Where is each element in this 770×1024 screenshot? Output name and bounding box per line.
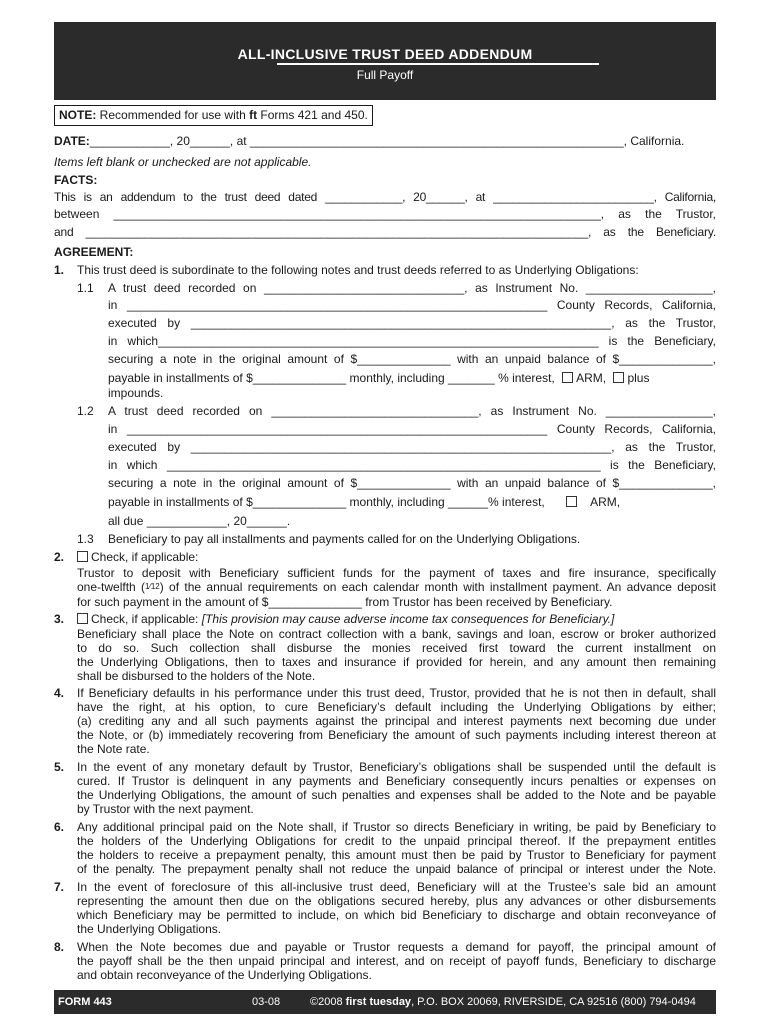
item-2-line-2: [77, 580, 716, 594]
item-3-number: 3.: [54, 612, 65, 626]
item-3-check-line[interactable]: [77, 612, 614, 626]
item-3-line-3: the Underlying Obligations, then to taxes and insurance if provided for herein, and any amount then remaining: [77, 655, 716, 669]
item-1-2-line-2[interactable]: in _______________________________________________________________ County Records, California,: [108, 422, 716, 436]
item-6-line-2: the holders of the Underlying Obligations for credit to the unpaid principal thereof. If the prepayment entitles: [77, 834, 716, 848]
item-1-2-line-4[interactable]: in which _________________________________________________________________ is the Beneficiary,: [108, 458, 716, 472]
item-1-1-line-5[interactable]: securing a note in the original amount of $______________ with an unpaid balance of $______________,: [108, 352, 716, 366]
facts-line-3[interactable]: and _____________________________________________________________________________, as the Beneficiary.: [54, 225, 716, 239]
item-1-3-text: Beneficiary to pay all installments and payments called for on the Underlying Obligations.: [108, 532, 581, 546]
plus-checkbox-1-1[interactable]: [613, 372, 624, 383]
item-4-line-3: (a) crediting any and all such payments against the principal and interest payments next becoming due under: [77, 714, 716, 728]
item-3-check-label: Check, if applicable:: [91, 612, 199, 626]
publisher-brand: first tuesday: [345, 996, 412, 1008]
item-1-number: 1.: [54, 263, 65, 277]
item-1-2-line-5[interactable]: securing a note in the original amount of $______________ with an unpaid balance of $______________,: [108, 476, 716, 490]
date-fields[interactable]: ____________, 20______, at ________________________________________________________, California.: [89, 134, 685, 148]
note-label: NOTE:: [59, 108, 97, 122]
item-8-line-1: When the Note becomes due and payable or Trustor requests a demand for payoff, the principal amount of: [77, 940, 716, 954]
item-4-line-2: have the right, at his option, to cure Beneficiary’s default including the Underlying Obligations by either;: [77, 700, 716, 714]
form-footer: [54, 990, 716, 1014]
item-6-number: 6.: [54, 820, 65, 834]
item-1-1-line-3[interactable]: executed by _______________________________________________________________, as the Trustor,: [108, 316, 716, 330]
arm-checkbox-1-2[interactable]: [566, 496, 577, 507]
item-7-line-2: representing the amount then due on the obligations secured hereby, plus any advances or other disbursements: [77, 894, 716, 908]
item-7-line-4: the Underlying Obligations.: [77, 922, 222, 936]
plus-label-1-1: plus: [627, 371, 650, 385]
item-8-line-3: and obtain reconveyance of the Underlying Obligations.: [77, 968, 372, 982]
item-6-line-3: the holders to receive a prepayment penalty, this amount must then be paid by Trustor to Beneficiary for payment: [77, 848, 716, 862]
ft-brand: ft: [249, 108, 258, 122]
item-7-number: 7.: [54, 880, 65, 894]
item-4-line-5: the Note rate.: [77, 742, 150, 756]
facts-heading: FACTS:: [54, 173, 98, 187]
one-twelfth-fraction: 1⁄12: [145, 582, 160, 591]
item-7-line-1: In the event of foreclosure of this all-inclusive trust deed, Beneficiary will at the Trustee’s sale bid an amount: [77, 880, 716, 894]
blank-notice: Items left blank or unchecked are not applicable.: [54, 155, 312, 169]
item-3-line-4: shall be disbursed to the holders of the Note.: [77, 669, 316, 683]
agreement-heading: AGREEMENT:: [54, 245, 134, 259]
copyright-line: [310, 990, 696, 1014]
item-1-1-impounds: impounds.: [108, 386, 164, 400]
item-1-3-number: 1.3: [77, 532, 94, 546]
item-3-line-2: to do so. Such collection shall disburse the monies received first toward the current installment on: [77, 641, 716, 655]
item-3-line-1: Beneficiary shall place the Note on contract collection with a bank, savings and loan, escrow or broker authorized: [77, 627, 716, 641]
item-8-number: 8.: [54, 940, 65, 954]
item-2-line-2b: ) of the annual requirements on each calendar month with installment payment. An advance deposit: [159, 580, 716, 594]
item-4-line-4: the Note, or (b) immediately recovering from Beneficiary the amount of such payments including interest thereon at: [77, 728, 716, 742]
item-6-line-4: of the penalty. The prepayment penalty shall not reduce the unpaid balance of principal or interest under the Note.: [77, 862, 716, 876]
copyright-prefix: ©2008: [310, 996, 346, 1008]
form-subtitle: Full Payoff: [356, 68, 414, 82]
item-1-1-payment-text[interactable]: payable in installments of $______________ monthly, including _______ % interest,: [108, 371, 555, 385]
date-line[interactable]: [54, 134, 716, 148]
item-1-2-due-date[interactable]: all due ____________, 20______.: [108, 514, 291, 528]
item-1-2-line-6[interactable]: [108, 495, 716, 509]
item-8-line-2: the payoff shall be the then unpaid principal and interest, and on receipt of payoff funds, Beneficiary to discharge: [77, 954, 716, 968]
item-5-line-1: In the event of any monetary default by Trustor, Beneficiary’s obligations shall be suspended until the default is: [77, 760, 716, 774]
item-4-line-1: If Beneficiary defaults in his performance under this trust deed, Trustor, provided that he is not then in default, shall: [77, 686, 716, 700]
item-1-2-line-3[interactable]: executed by _______________________________________________________________, as the Trustor,: [108, 440, 716, 454]
arm-checkbox-1-1[interactable]: [562, 372, 573, 383]
item-1-2-line-1[interactable]: A trust deed recorded on _______________________________, as Instrument No. ________________,: [108, 404, 716, 418]
form-header: [54, 22, 716, 100]
item-1-text: This trust deed is subordinate to the following notes and trust deeds referred to as Underlying Obligations:: [77, 263, 639, 277]
tax-warning: [This provision may cause adverse income tax consequences for Beneficiary.]: [201, 612, 615, 626]
item-5-line-3: the Underlying Obligations, the amount of such penalties and expenses shall be added to the Note and be payable: [77, 788, 716, 802]
item-2-line-2a: one-twelfth (: [77, 580, 146, 594]
item-2-checkbox[interactable]: [77, 551, 88, 562]
item-2-line-3[interactable]: for such payment in the amount of $______________ from Trustor has been received by Beneficiary.: [77, 595, 613, 609]
item-1-1-line-2[interactable]: in _______________________________________________________________ County Records, California,: [108, 298, 716, 312]
title-underline: [277, 63, 599, 65]
arm-label-1-1: ARM,: [576, 371, 607, 385]
item-2-number: 2.: [54, 550, 65, 564]
item-2-line-1: Trustor to deposit with Beneficiary sufficient funds for the payment of taxes and fire insurance, specifically: [77, 566, 716, 580]
facts-line-2[interactable]: between _________________________________________________________________________, as the Trustor,: [54, 207, 716, 221]
note-text-a: Recommended for use with: [96, 108, 250, 122]
date-label: DATE:: [54, 134, 90, 148]
arm-label-1-2: ARM,: [590, 495, 621, 509]
facts-line-1[interactable]: This is an addendum to the trust deed dated ____________, 20______, at _________________________, California,: [54, 190, 716, 204]
item-1-1-line-6[interactable]: [108, 371, 716, 385]
item-1-2-payment-text[interactable]: payable in installments of $______________ monthly, including ______% interest,: [108, 495, 545, 509]
item-1-1-number: 1.1: [77, 281, 94, 295]
note-box: [54, 105, 373, 126]
form-number: FORM 443: [58, 996, 112, 1008]
item-5-line-4: by Trustor with the next payment.: [77, 802, 254, 816]
publisher-address: , P.O. BOX 20069, RIVERSIDE, CA 92516 (800) 794-0494: [411, 996, 696, 1008]
item-3-checkbox[interactable]: [77, 613, 88, 624]
item-1-2-number: 1.2: [77, 404, 94, 418]
item-5-number: 5.: [54, 760, 65, 774]
note-text-b: Forms 421 and 450.: [257, 108, 368, 122]
item-1-1-line-1[interactable]: A trust deed recorded on ______________________________, as Instrument No. ___________________,: [108, 281, 716, 295]
item-4-number: 4.: [54, 686, 65, 700]
item-2-check-label: Check, if applicable:: [91, 550, 199, 564]
form-title: ALL-INCLUSIVE TRUST DEED ADDENDUM: [237, 46, 533, 62]
item-2-check-line[interactable]: [77, 550, 198, 564]
item-7-line-3: which Beneficiary may be permitted to include, on which bid Beneficiary to discharge and obtain reconveyance of: [77, 908, 716, 922]
item-1-1-line-4[interactable]: in which__________________________________________________________________ is the Beneficiary,: [108, 334, 716, 348]
form-revision-date: 03-08: [252, 996, 281, 1008]
item-6-line-1: Any additional principal paid on the Note shall, if Trustor so directs Beneficiary in writing, be paid by Beneficiary to: [77, 820, 716, 834]
item-5-line-2: cured. If Trustor is delinquent in any payments and Beneficiary consequently incurs penalties or expenses on: [77, 774, 716, 788]
